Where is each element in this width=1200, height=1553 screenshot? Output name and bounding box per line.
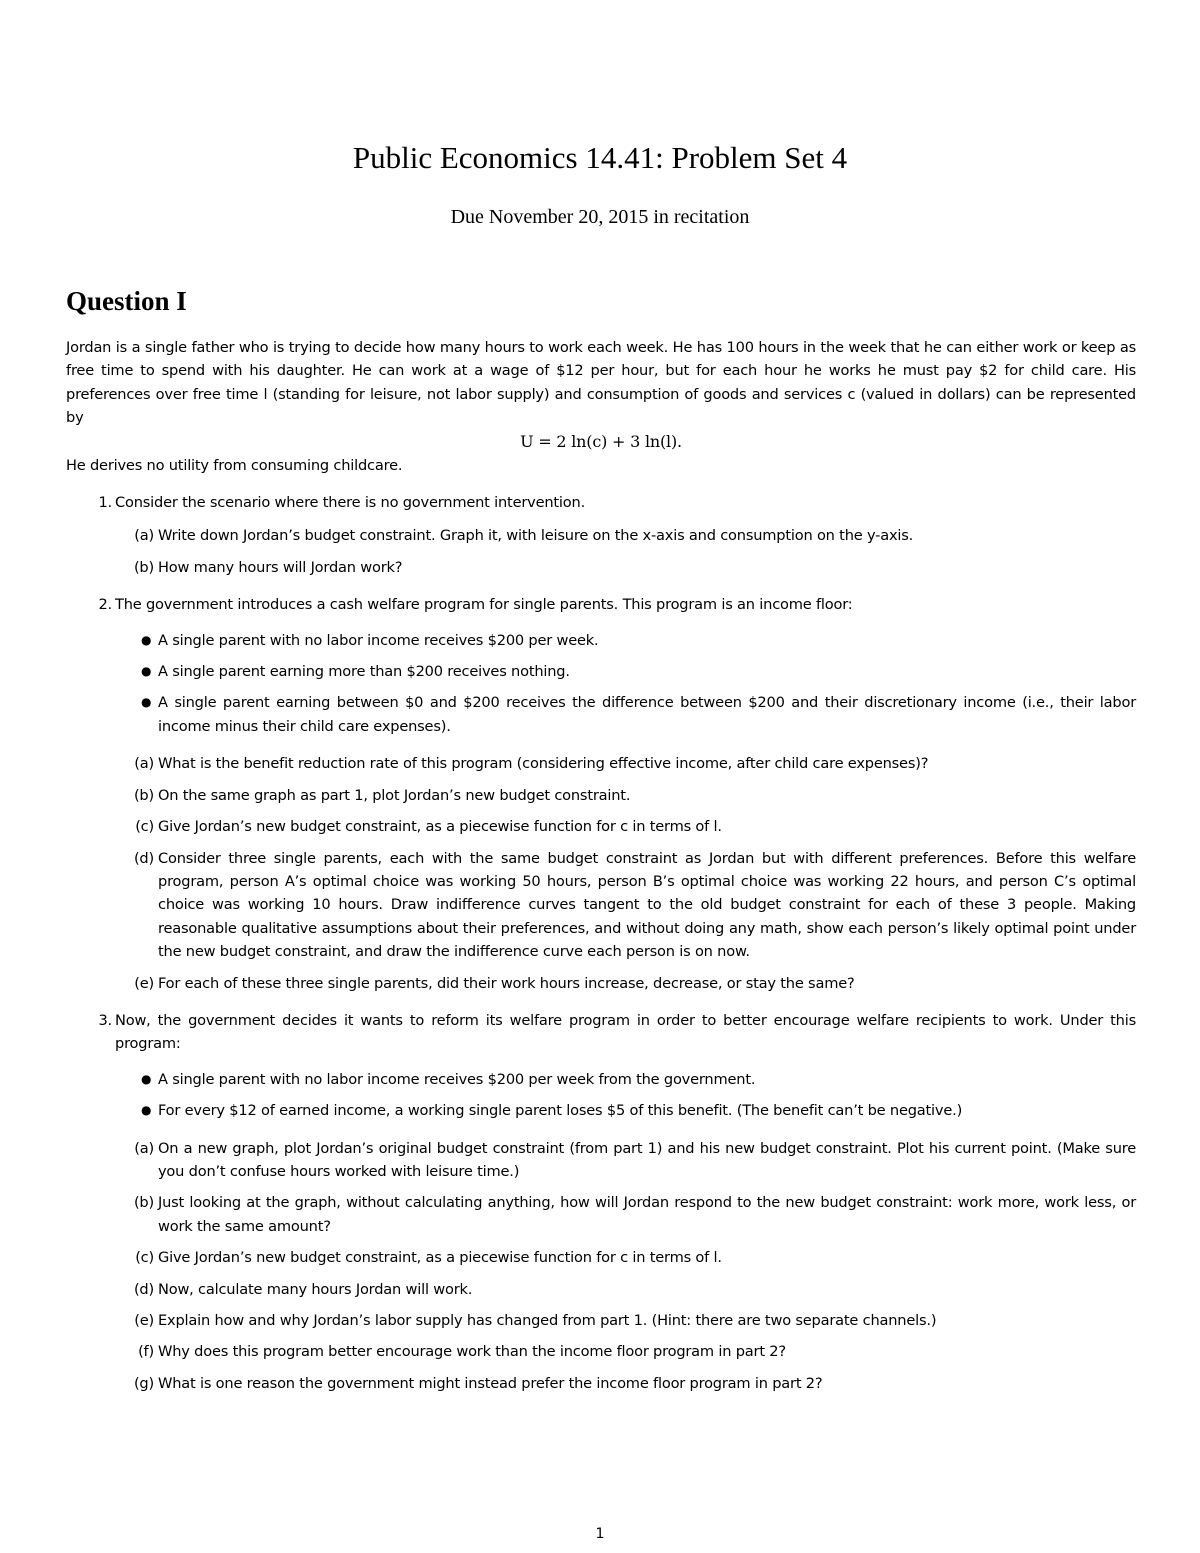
question-number: 3. <box>98 1011 112 1029</box>
document-title: Public Economics 14.41: Problem Set 4 <box>352 140 848 175</box>
part-text: What is the benefit reduction rate of this program (considering effective income, after child care expenses)? <box>158 755 929 773</box>
part-text: Give Jordan’s new budget constraint, as a piecewise function for c in terms of l. <box>158 1249 722 1267</box>
intro-paragraph: Jordan is a single father who is trying to decide how many hours to work each week. He has 100 hours in the week that he can either work or keep as free time to spend with his daughter. He can work at a wage of $12 per hour, but for each hour he works he must pay $2 for child care. His preferences over free time l (standing for leisure, not labor supply) and consumption of goods and services c (valued in dollars) can be represented by <box>66 339 1136 427</box>
question-part <box>66 815 1136 838</box>
bullet-icon: ● <box>141 1071 152 1086</box>
page-number: 1 <box>595 1526 605 1542</box>
part-label: (e) <box>134 1312 154 1329</box>
question-part <box>66 1246 1136 1269</box>
question-text: Consider the scenario where there is no government intervention. <box>115 494 586 512</box>
question-part <box>66 847 1136 964</box>
bullet-item <box>66 660 1136 683</box>
question-heading: Question I <box>66 286 187 316</box>
question-number: 1. <box>98 494 112 512</box>
part-label: (d) <box>133 1280 154 1298</box>
part-text: What is one reason the government might instead prefer the income floor program in part 2? <box>158 1374 823 1392</box>
part-label: (b) <box>133 558 154 576</box>
question-part <box>66 1137 1136 1184</box>
part-text: Write down Jordan’s budget constraint. Graph it, with leisure on the x-axis and consumption on the y-axis. <box>158 527 914 545</box>
question-text: Now, the government decides it wants to reform its welfare program in order to better encourage welfare recipients to work. Under this program: <box>115 1011 1136 1053</box>
bullet-icon: ● <box>141 632 152 647</box>
question-2 <box>66 593 1136 616</box>
utility-equation: U = 2 ln(c) + 3 ln(l). <box>520 431 682 451</box>
due-date: Due November 20, 2015 in recitation <box>450 206 750 228</box>
question-part <box>66 972 1136 995</box>
question-part <box>66 1191 1136 1238</box>
part-label: (b) <box>133 786 154 804</box>
bullet-item <box>66 1068 1136 1091</box>
question-part <box>66 784 1136 807</box>
bullet-text: A single parent earning more than $200 receives nothing. <box>158 663 570 681</box>
part-label: (b) <box>133 1194 154 1212</box>
part-text: How many hours will Jordan work? <box>158 558 403 576</box>
part-label: (c) <box>135 818 154 836</box>
question-part <box>66 1278 1136 1301</box>
question-part <box>66 1309 1136 1332</box>
part-text: Why does this program better encourage work than the income floor program in part 2? <box>158 1343 786 1361</box>
part-text: Just looking at the graph, without calculating anything, how will Jordan respond to the new budget constraint: work more, work less, or work the same amount? <box>158 1194 1136 1235</box>
question-part <box>66 1340 1136 1363</box>
part-text: Consider three single parents, each with the same budget constraint as Jordan but with different preferences. Before this welfare program, person A’s optimal choice was working 50 hours, person B’s optimal choice was working 22 hours, and person C’s optimal choice was working 10 hours. Draw indifference curves tangent to the old budget constraint for each of these 3 people. Making reasonable qualitative assumptions about their preferences, and without doing any math, show each person’s likely optimal point under the new budget constraint, and draw the indifference curve each person is on now. <box>158 849 1136 961</box>
part-label: (e) <box>134 974 154 992</box>
bullet-icon: ● <box>141 1103 152 1118</box>
bullet-text: For every $12 of earned income, a working single parent loses $5 of this benefit. (The benefit can’t be negative.) <box>158 1102 963 1120</box>
part-text: For each of these three single parents, did their work hours increase, decrease, or stay the same? <box>158 974 855 992</box>
bullet-icon: ● <box>141 664 152 679</box>
bullet-text: A single parent with no labor income receives $200 per week. <box>158 631 599 649</box>
part-label: (c) <box>135 1249 154 1267</box>
part-label: (a) <box>134 527 154 545</box>
bullet-icon: ● <box>141 695 152 710</box>
bullet-item <box>66 629 1136 652</box>
question-part <box>66 556 1136 579</box>
part-text: Explain how and why Jordan’s labor supply has changed from part 1. (Hint: there are two separate channels.) <box>158 1312 937 1329</box>
bullet-text: A single parent earning between $0 and $200 receives the difference between $200 and their discretionary income (i.e., their labor income minus their child care expenses). <box>158 694 1136 735</box>
part-text: On the same graph as part 1, plot Jordan’s new budget constraint. <box>158 786 631 804</box>
part-label: (a) <box>134 755 154 773</box>
part-text: Now, calculate many hours Jordan will work. <box>158 1280 473 1298</box>
part-label: (g) <box>133 1374 154 1392</box>
question-text: The government introduces a cash welfare program for single parents. This program is an income floor: <box>115 596 853 614</box>
childcare-note: He derives no utility from consuming childcare. <box>66 456 403 474</box>
part-text: Give Jordan’s new budget constraint, as a piecewise function for c in terms of l. <box>158 818 722 836</box>
part-label: (d) <box>133 849 154 867</box>
question-part <box>66 1372 1136 1395</box>
part-text: On a new graph, plot Jordan’s original budget constraint (from part 1) and his new budget constraint. Plot his current point. (Make sure you don’t confuse hours worked with leisure time.) <box>158 1139 1136 1180</box>
bullet-item <box>66 691 1136 738</box>
question-body <box>66 336 1136 1395</box>
part-label: (f) <box>138 1343 154 1361</box>
question-1 <box>66 491 1136 514</box>
bullet-text: A single parent with no labor income receives $200 per week from the government. <box>158 1070 756 1088</box>
bullet-item <box>66 1099 1136 1122</box>
question-number: 2. <box>98 596 112 614</box>
question-part <box>66 524 1136 547</box>
part-label: (a) <box>134 1139 154 1157</box>
question-3 <box>66 1009 1136 1056</box>
question-part <box>66 752 1136 775</box>
